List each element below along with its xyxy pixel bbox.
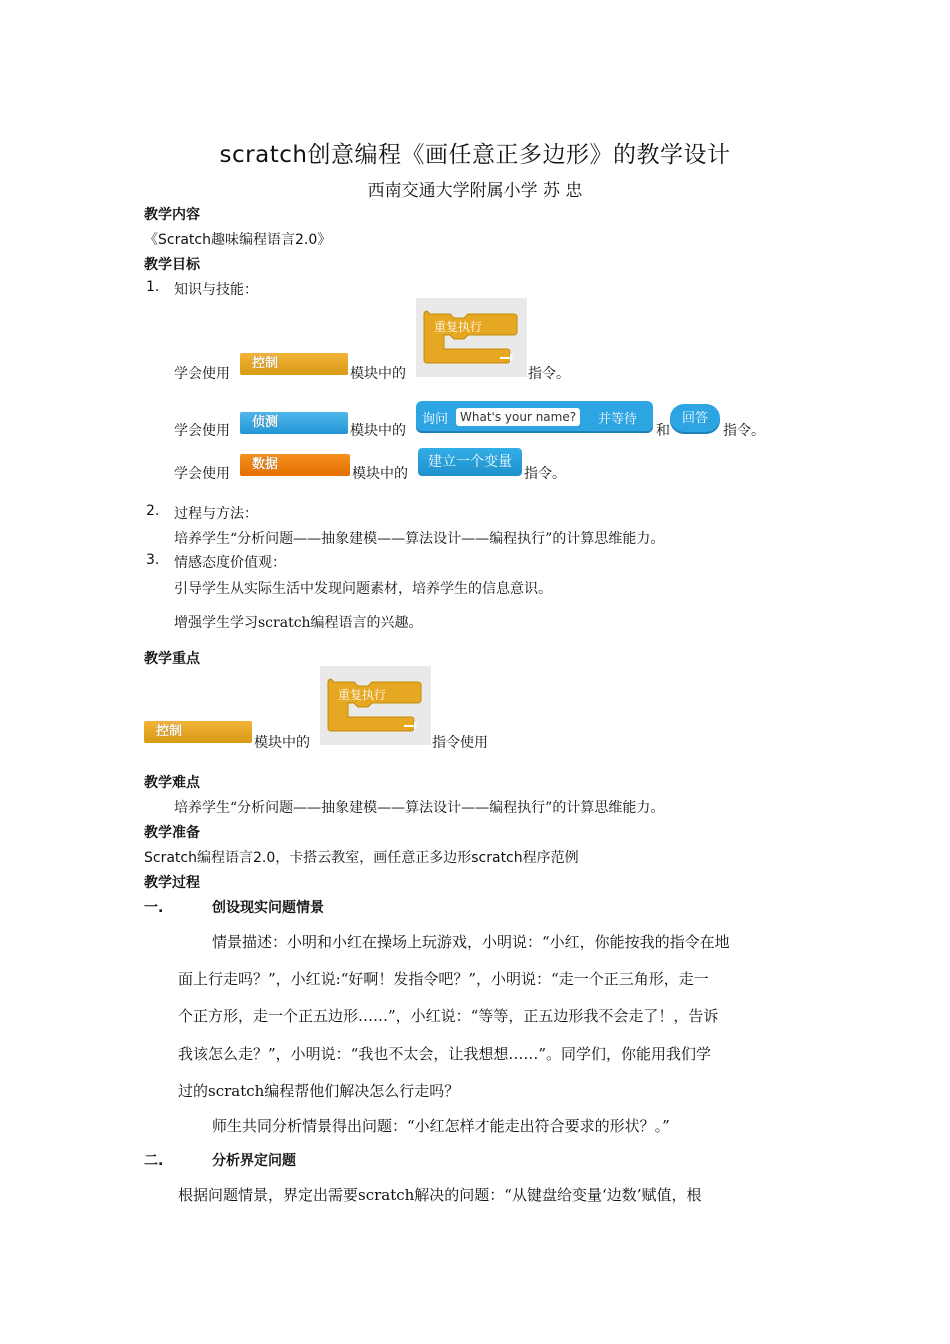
goal-item1-label: 知识与技能：	[174, 282, 258, 298]
goal-item2-number: 2.	[146, 503, 160, 519]
goal-item3-text2: 增强学生学习scratch编程语言的兴趣。	[174, 615, 423, 631]
goal-item3-text1: 引导学生从实际生活中发现问题素材，培养学生的信息意识。	[174, 581, 552, 597]
key-point-repeat-label: 重复执行	[338, 688, 387, 702]
prep-text: Scratch编程语言2.0，卡搭云教室，画任意正多边形scratch程序范例	[144, 850, 579, 866]
difficulty-text: 培养学生“分析问题——抽象建模——算法设计——编程执行”的计算思维能力。	[174, 800, 665, 816]
process-s1-title: 创设现实问题情景	[212, 900, 324, 916]
document-subtitle: 西南交通大学附属小学 苏 忠	[367, 181, 583, 201]
process-p3: 根据问题情景，界定出需要scratch解决的问题：“从键盘给变量‘边数’赋值，根	[178, 1186, 702, 1204]
process-p1-line5: 过的scratch编程帮他们解决怎么行走吗？	[178, 1082, 460, 1100]
process-s2-number: 二.	[144, 1153, 164, 1169]
goal-line3-mid: 模块中的	[352, 466, 408, 482]
goal-line3-pre: 学会使用	[174, 466, 230, 482]
repeat-block-image	[416, 298, 527, 377]
section-heading-content: 教学内容	[144, 207, 200, 223]
goal-item1-number: 1.	[146, 279, 160, 295]
key-point-post: 指令使用	[432, 735, 488, 751]
key-point-control-button: 控制	[144, 721, 252, 743]
ask-block-input: What's your name?	[456, 408, 580, 426]
ask-block-wait-label: 并等待	[598, 412, 638, 427]
ask-block-label: 询问	[422, 412, 449, 427]
section-heading-key-point: 教学重点	[144, 651, 200, 667]
content-text: 《Scratch趣味编程语言2.0》	[144, 232, 332, 248]
make-variable-button: 建立一个变量	[418, 448, 522, 476]
goal-line2-post: 指令。	[723, 423, 765, 439]
key-point-mid: 模块中的	[254, 735, 310, 751]
goal-line2-mid: 模块中的	[350, 423, 406, 439]
ask-and-wait-block	[416, 401, 653, 433]
repeat-block-label: 重复执行	[434, 320, 483, 334]
answer-reporter-block: 回答	[670, 404, 720, 434]
goal-item2-text: 培养学生“分析问题——抽象建模——算法设计——编程执行”的计算思维能力。	[174, 531, 665, 547]
goal-line1-pre: 学会使用	[174, 366, 230, 382]
process-p1-line4: 我该怎么走？”，小明说：“我也不太会，让我想想……”。同学们，你能用我们学	[178, 1045, 712, 1063]
section-heading-process: 教学过程	[144, 875, 200, 891]
process-p1-line2: 面上行走吗？”，小红说:“好啊！发指令吧？”，小明说：“走一个正三角形，走一	[178, 970, 709, 988]
goal-line3-post: 指令。	[524, 466, 566, 482]
process-p1-line1: 情景描述：小明和小红在操场上玩游戏，小明说：“小红，你能按我的指令在地	[212, 933, 730, 951]
goal-line2-pre: 学会使用	[174, 423, 230, 439]
goal-line2-and: 和	[656, 423, 670, 439]
process-s2-title: 分析界定问题	[212, 1153, 296, 1169]
process-s1-number: 一.	[144, 900, 164, 916]
data-category-button: 数据	[240, 454, 350, 476]
goal-item2-label: 过程与方法：	[174, 506, 258, 522]
goal-line1-post: 指令。	[528, 366, 570, 382]
key-point-repeat-block-image	[320, 666, 431, 745]
document-title: scratch创意编程《画任意正多边形》的教学设计	[219, 142, 731, 168]
section-heading-goals: 教学目标	[144, 257, 200, 273]
process-p2: 师生共同分析情景得出问题：“小红怎样才能走出符合要求的形状？。”	[212, 1117, 670, 1135]
section-heading-difficulty: 教学难点	[144, 775, 200, 791]
control-category-button: 控制	[240, 353, 348, 375]
sensing-category-button: 侦测	[240, 412, 348, 434]
goal-line1-mid: 模块中的	[350, 366, 406, 382]
goal-item3-number: 3.	[146, 552, 160, 568]
goal-item3-label: 情感态度价值观：	[174, 555, 286, 571]
section-heading-prep: 教学准备	[144, 825, 200, 841]
process-p1-line3: 个正方形，走一个正五边形……”，小红说：“等等，正五边形我不会走了！，告诉	[178, 1007, 719, 1025]
